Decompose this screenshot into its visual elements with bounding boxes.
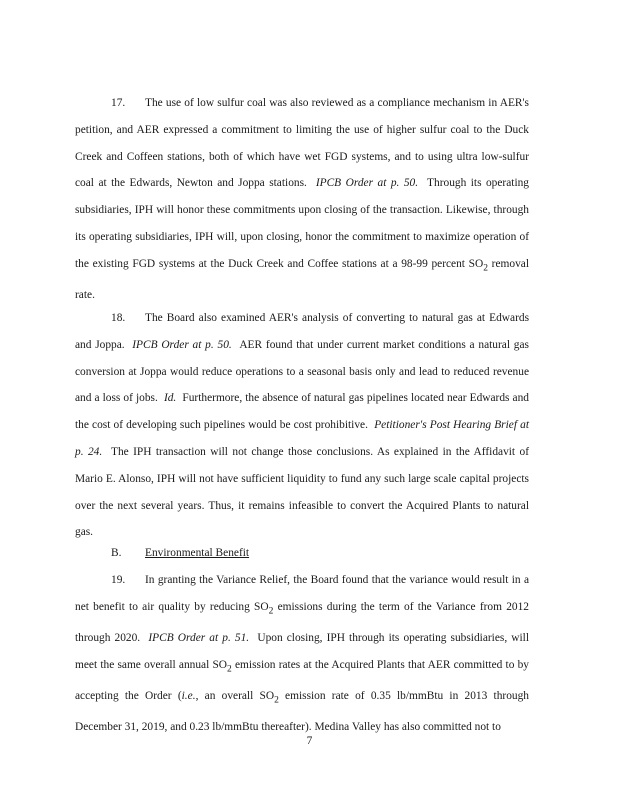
citation: IPCB Order at p. 51. (148, 631, 250, 644)
paragraph-text: In granting the Variance Relief, the Board found that the variance would result in a net benefit to air quality by reducing SO (75, 574, 529, 613)
paragraph-text: The use of low sulfur coal was also reviewed as a compliance mechanism in AER's petition, and AER expressed a commitment to limiting the use of higher sulfur coal to the Duck Creek and Coffeen stations, both of which have wet FGD systems, and to using ultra low-sulfur coal at the Edwards, Newton and Joppa stations. (75, 97, 529, 190)
paragraph-text: emission rate of 0.35 lb/mmBtu in 2013 through December 31, 2019, and 0.23 lb/mmBtu thereafter). Medina Valley has also committed not to (75, 689, 529, 733)
paragraph-number: 17. (111, 97, 126, 109)
paragraph-text: removal rate. (75, 257, 529, 301)
paragraph-text: , an overall SO (195, 689, 275, 702)
paragraph-text: emissions during the term of the Variance from 2012 through 2020. (75, 600, 529, 644)
paragraph-text: AER found that under current market conditions a natural gas conversion at Joppa would reduce operations to a seasonal basis only and lead to reduced revenue and a loss of jobs. (75, 338, 529, 405)
section-letter: B. (111, 547, 122, 559)
subscript: 2 (227, 663, 232, 674)
paragraph-text: emission rates at the Acquired Plants that AER committed to by accepting the Order ( (75, 658, 530, 702)
abbreviation: i.e. (181, 689, 196, 702)
paragraph-19 (75, 567, 529, 741)
citation: Id. (163, 392, 177, 405)
paragraph-text: Furthermore, the absence of natural gas pipelines located near Edwards and the cost of developing such pipelines would be cost prohibitive. (75, 392, 529, 432)
paragraph-text: Upon closing, IPH through its operating subsidiaries, will meet the same overall annual SO (75, 631, 530, 671)
paragraph-number: 19. (111, 574, 126, 586)
citation: Petitioner's Post Hearing Brief at p. 24. (75, 419, 529, 458)
subscript: 2 (268, 606, 274, 617)
section-heading (111, 540, 249, 567)
paragraph-text: The Board also examined AER's analysis of converting to natural gas at Edwards and Joppa. (75, 312, 529, 351)
subscript: 2 (483, 263, 488, 274)
subscript: 2 (274, 695, 279, 706)
paragraph-17 (75, 90, 529, 309)
paragraph-18 (75, 305, 529, 546)
paragraph-text: Through its operating subsidiaries, IPH will honor these commitments upon closing of the transaction. Likewise, through its operating subsidiaries, IPH will, upon closing, honor the commitment to maximize operation of the existing FGD systems at the Duck Creek and Coffee stations at a 98-99 percent SO (75, 177, 529, 270)
section-title: Environmental Benefit (145, 547, 250, 559)
paragraph-text: The IPH transaction will not change those conclusions. As explained in the Affidavit of Mario E. Alonso, IPH will not have sufficient liquidity to fund any such large scale capital projects over the next several years. Thus, it remains infeasible to convert the Acquired Plants to natural gas. (75, 445, 529, 539)
page-number: 7 (306, 735, 313, 747)
citation: IPCB Order at p. 50. (132, 338, 232, 351)
citation: IPCB Order at p. 50. (315, 177, 419, 190)
paragraph-number: 18. (111, 312, 126, 324)
